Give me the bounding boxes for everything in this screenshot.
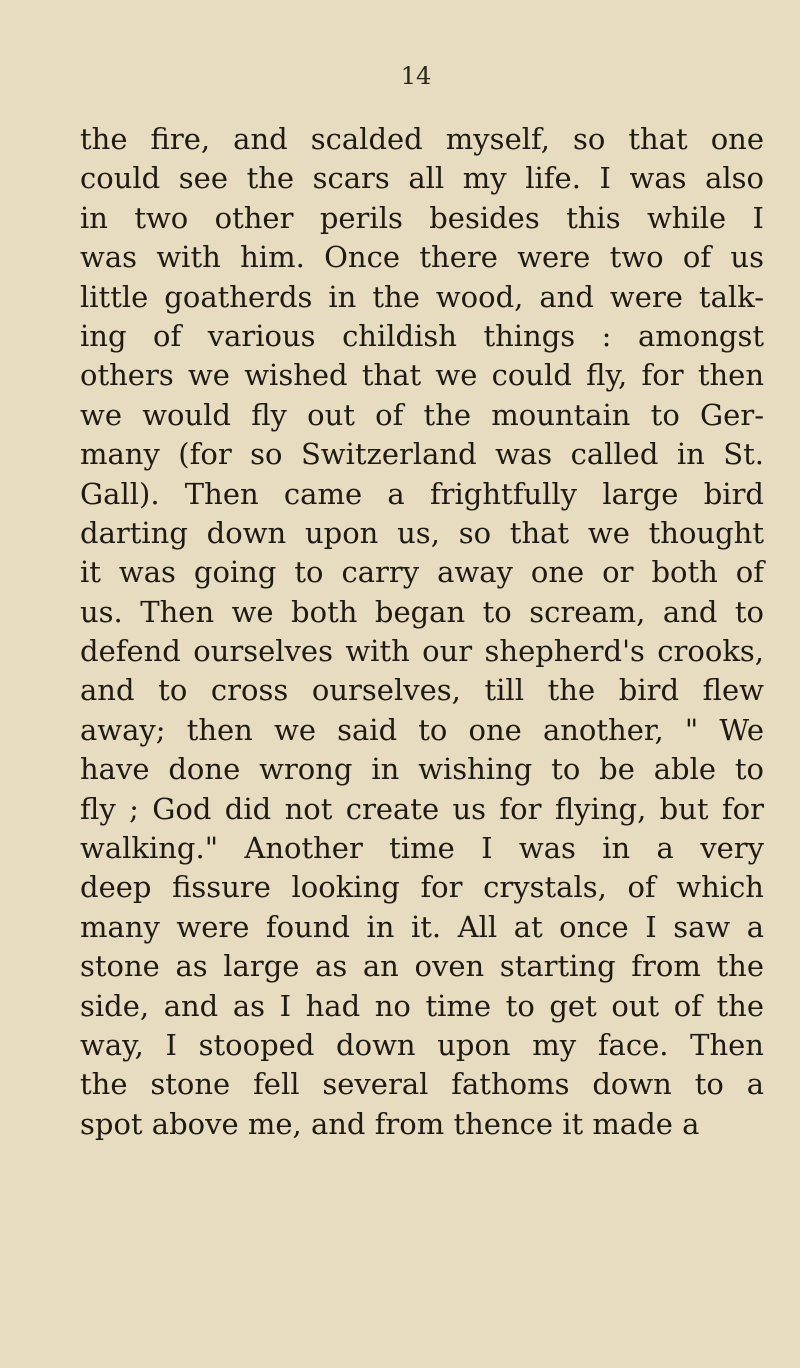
text-line: was with him. Once there were two of us (80, 240, 764, 275)
text-line: us. Then we both began to scream, and to (80, 594, 764, 629)
text-line: walking." Another time I was in a very (80, 831, 764, 866)
page-number: 14 (400, 62, 432, 90)
text-line: others we wished that we could fly, for then (80, 358, 764, 393)
text-line: have done wrong in wishing to be able to (80, 752, 764, 787)
body-text (80, 120, 764, 1144)
text-line: and to cross ourselves, till the bird flew (80, 673, 764, 708)
text-line: side, and as I had no time to get out of the (80, 988, 764, 1023)
text-line: deep fissure looking for crystals, of which (80, 870, 764, 905)
text-line: darting down upon us, so that we thought (80, 515, 764, 550)
text-line: little goatherds in the wood, and were talk- (80, 279, 764, 314)
text-line: in two other perils besides this while I (80, 200, 764, 235)
text-line: way, I stooped down upon my face. Then (80, 1027, 764, 1062)
text-line: spot above me, and from thence it made a (80, 1106, 700, 1141)
text-line: stone as large as an oven starting from the (80, 949, 764, 984)
text-line: the stone fell several fathoms down to a (80, 1067, 764, 1102)
text-line: defend ourselves with our shepherd's crooks, (80, 634, 764, 669)
text-line: could see the scars all my life. I was also (80, 161, 764, 196)
text-line: it was going to carry away one or both of (80, 555, 764, 590)
text-line: away; then we said to one another, " We (80, 712, 764, 747)
text-line: the fire, and scalded myself, so that one (80, 122, 764, 156)
text-line: we would fly out of the mountain to Ger- (80, 397, 764, 432)
text-line: many were found in it. All at once I saw a (80, 909, 764, 944)
text-line: Gall). Then came a frightfully large bird (80, 476, 764, 511)
text-line: many (for so Switzerland was called in St. (80, 437, 764, 472)
text-line: fly ; God did not create us for flying, but for (80, 791, 764, 826)
text-line: ing of various childish things : amongst (80, 318, 764, 353)
